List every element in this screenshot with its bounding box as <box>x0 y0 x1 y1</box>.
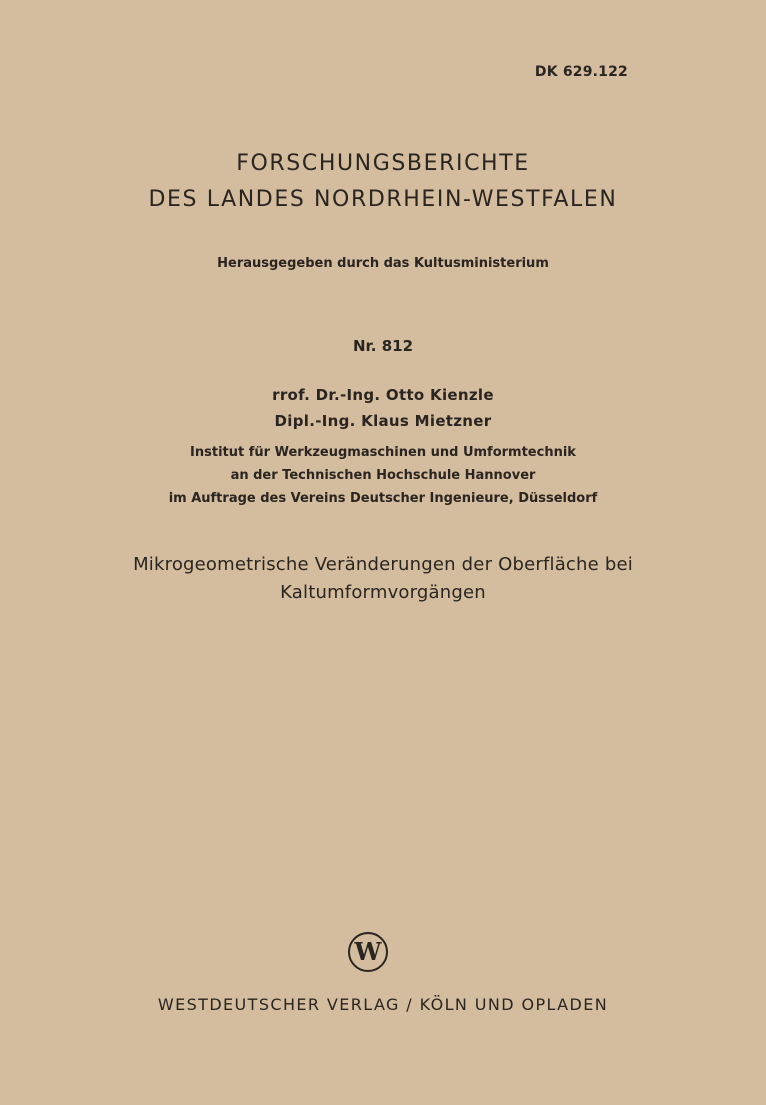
catalog-code: DK 629.122 <box>534 64 628 80</box>
author-2: Dipl.-Ing. Klaus Mietzner <box>274 412 492 430</box>
author-1: rrof. Dr.-Ing. Otto Kienzle <box>272 386 494 404</box>
institution-line-2: an der Technischen Hochschule Hannover <box>230 468 536 483</box>
report-number: Nr. 812 <box>352 337 414 355</box>
book-title-line-1: Mikrogeometrische Veränderungen der Oberfläche bei <box>133 554 633 575</box>
book-title-line-2: Kaltumformvorgängen <box>280 582 486 603</box>
edited-by: Herausgegeben durch das Kultusministerium <box>217 256 549 271</box>
publisher-logo-icon <box>347 931 389 973</box>
publisher-imprint: WESTDEUTSCHER VERLAG / KÖLN UND OPLADEN <box>157 995 609 1014</box>
series-title-line-1: FORSCHUNGSBERICHTE <box>236 151 530 176</box>
institution-line-1: Institut für Werkzeugmaschinen und Umformtechnik <box>190 445 576 460</box>
publisher-logo-letter: W <box>354 937 382 966</box>
series-title-line-2: DES LANDES NORDRHEIN-WESTFALEN <box>148 187 618 212</box>
institution-line-3: im Auftrage des Vereins Deutscher Ingenieure, Düsseldorf <box>168 491 598 506</box>
